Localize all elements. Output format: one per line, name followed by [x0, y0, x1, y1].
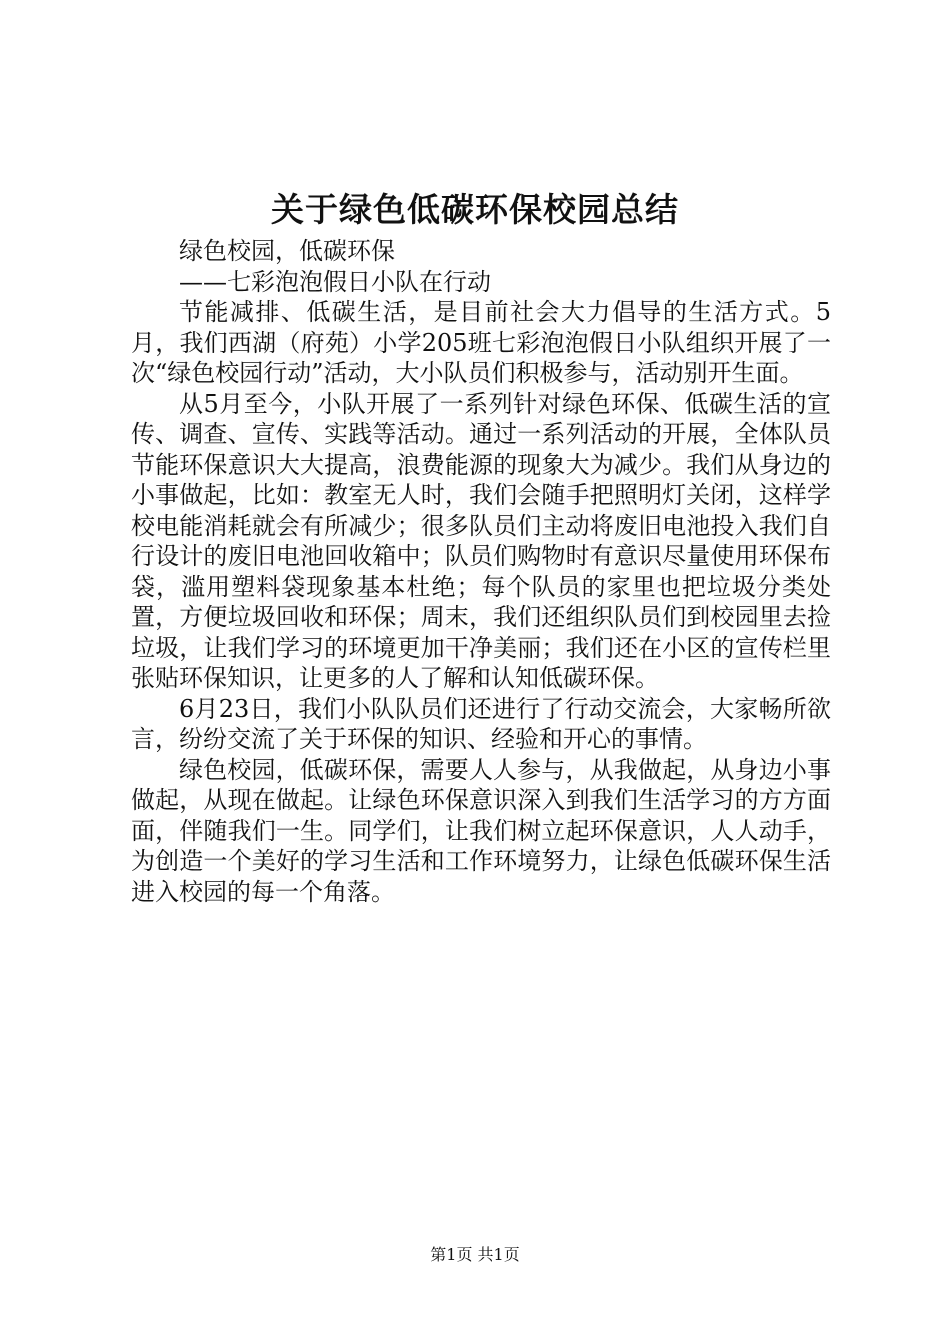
- subtitle-byline: ——七彩泡泡假日小队在行动: [179, 267, 491, 296]
- subtitle-line: 绿色校园，低碳环保: [179, 237, 395, 265]
- paragraph-intro: 节能减排、低碳生活，是目前社会大力倡导的生活方式。5月，我们西湖（府苑）小学205班七彩泡泡假日小队组织开展了一次“绿色校园行动”活动，大小队员们积极参与，活动别开生面。: [131, 298, 831, 387]
- document-title: 关于绿色低碳环保校园总结: [271, 190, 679, 229]
- page-footer: 第1页 共1页: [430, 1245, 520, 1264]
- paragraph-conclusion: 绿色校园，低碳环保，需要人人参与，从我做起，从身边小事做起，从现在做起。让绿色环保意识深入到我们生活学习的方方面面，伴随我们一生。同学们，让我们树立起环保意识，人人动手，为创造一个美好的学习生活和工作环境努力，让绿色低碳环保生活进入校园的每一个角落。: [131, 755, 831, 906]
- paragraph-activities: 从5月至今，小队开展了一系列针对绿色环保、低碳生活的宣传、调查、宣传、实践等活动。通过一系列活动的开展，全体队员节能环保意识大大提高，浪费能源的现象大为减少。我们从身边的小事做起，比如：教室无人时，我们会随手把照明灯关闭，这样学校电能消耗就会有所减少；很多队员们主动将废旧电池投入我们自行设计的废旧电池回收箱中；队员们购物时有意识尽量使用环保布袋，滥用塑料袋现象基本杜绝；每个队员的家里也把垃圾分类处置，方便垃圾回收和环保；周末，我们还组织队员们到校园里去捡垃圾，让我们学习的环境更加干净美丽；我们还在小区的宣传栏里张贴环保知识，让更多的人了解和认知低碳环保。: [131, 389, 831, 692]
- paragraph-exchange-meeting: 6月23日，我们小队队员们还进行了行动交流会，大家畅所欲言，纷纷交流了关于环保的知识、经验和开心的事情。: [131, 694, 831, 753]
- document-body: [131, 236, 831, 907]
